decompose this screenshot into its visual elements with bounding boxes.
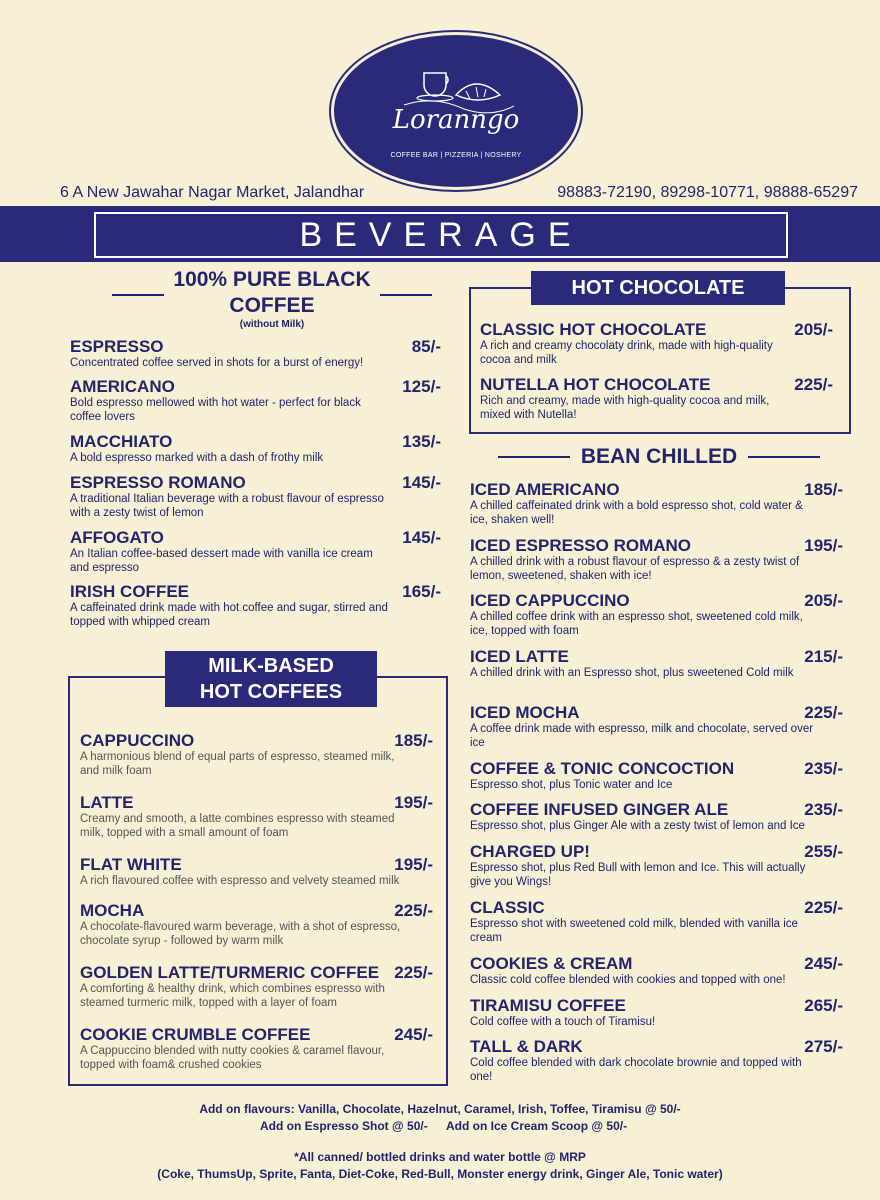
divider-line	[380, 294, 432, 296]
menu-item-name: ICED LATTE	[470, 647, 569, 666]
divider-line	[748, 456, 820, 458]
menu-item-name: ICED CAPPUCCINO	[470, 591, 630, 610]
menu-item-price: 205/-	[804, 591, 843, 610]
menu-item-price: 145/-	[402, 528, 441, 547]
menu-item-name: CLASSIC	[470, 898, 545, 917]
menu-item-name: CLASSIC HOT CHOCOLATE	[480, 320, 707, 339]
menu-item-description: Concentrated coffee served in shots for a burst of energy!	[70, 357, 364, 369]
menu-item-description: A chilled coffee drink with an espresso shot, sweetened cold milk, ice, topped with foam	[470, 611, 803, 637]
menu-item-description: A coffee drink made with espresso, milk and chocolate, served over ice	[470, 723, 814, 749]
menu-item-price: 235/-	[804, 800, 843, 819]
menu-item-price: 125/-	[402, 377, 441, 396]
addons-flavours: Add on flavours: Vanilla, Chocolate, Hazelnut, Caramel, Irish, Toffee, Tiramisu @ 50/-	[199, 1102, 681, 1116]
menu-item-description: A Cappuccino blended with nutty cookies & caramel flavour, topped with foam& crushed cookies	[80, 1045, 385, 1071]
menu-item-name: ICED AMERICANO	[470, 480, 620, 499]
menu-item-description: A chilled drink with a robust flavour of espresso & a zesty twist of lemon, sweetened, shaken with ice!	[470, 556, 800, 582]
menu-item-price: 135/-	[402, 432, 441, 451]
menu-item-name: CAPPUCCINO	[80, 731, 195, 750]
menu-item-name: ESPRESSO	[70, 337, 164, 356]
menu-item-name: TIRAMISU COFFEE	[470, 996, 626, 1015]
menu-item-description: A chilled drink with an Espresso shot, plus sweetened Cold milk	[470, 667, 794, 679]
menu-item-price: 85/-	[411, 337, 441, 356]
black-coffee-title	[164, 268, 380, 318]
hot-chocolate-title: HOT CHOCOLATE	[531, 271, 785, 305]
address: 6 A New Jawahar Nagar Market, Jalandhar	[60, 184, 365, 201]
menu-item-name: LATTE	[80, 793, 134, 812]
menu-item-name: MACCHIATO	[70, 432, 173, 451]
menu-item-price: 275/-	[804, 1037, 843, 1056]
menu-item-description: A chocolate-flavoured warm beverage, with a shot of espresso, chocolate syrup - followed by warm milk	[80, 921, 401, 947]
menu-item-name: CHARGED UP!	[470, 842, 590, 861]
brand-logo	[334, 35, 578, 187]
menu-item-name: NUTELLA HOT CHOCOLATE	[480, 375, 711, 394]
menu-item-name: ICED ESPRESSO ROMANO	[470, 536, 692, 555]
beverage-banner	[0, 206, 880, 262]
menu-item-name: COOKIES & CREAM	[470, 954, 633, 973]
brand-tagline: COFFEE BAR | PIZZERIA | NOSHERY	[390, 152, 522, 159]
menu-item-description: An Italian coffee-based dessert made with vanilla ice cream and espresso	[70, 548, 373, 574]
menu-item-description: Creamy and smooth, a latte combines espresso with steamed milk, topped with a small amount of foam	[80, 813, 395, 839]
menu-item-name: IRISH COFFEE	[70, 582, 190, 601]
divider-line	[498, 456, 570, 458]
menu-item-description: A bold espresso marked with a dash of frothy milk	[70, 452, 324, 464]
canned-drinks-note: *All canned/ bottled drinks and water bottle @ MRP	[294, 1150, 586, 1164]
menu-item-price: 235/-	[804, 759, 843, 778]
menu-item-name: FLAT WHITE	[80, 855, 182, 874]
menu-item-description: A traditional Italian beverage with a robust flavour of espresso with a zesty twist of lemon	[70, 493, 384, 519]
menu-item-price: 225/-	[804, 703, 843, 722]
menu-item-price: 225/-	[394, 901, 433, 920]
menu-item-description: A caffeinated drink made with hot coffee and sugar, stirred and topped with whipped cream	[70, 602, 388, 628]
menu-item-price: 245/-	[394, 1025, 433, 1044]
milk-based-title-line1: MILK-BASED	[208, 655, 334, 677]
menu-item-price: 165/-	[402, 582, 441, 601]
menu-item-description: A harmonious blend of equal parts of espresso, steamed milk, and milk foam	[80, 751, 395, 777]
menu-item-name: COFFEE INFUSED GINGER ALE	[470, 800, 729, 819]
menu-item-description: Espresso shot, plus Tonic water and Ice	[470, 779, 673, 791]
brand-name: Loranngo	[392, 105, 520, 135]
menu-item-description: Rich and creamy, made with high-quality cocoa and milk, mixed with Nutella!	[480, 395, 770, 421]
menu-item-description: A rich and creamy chocolaty drink, made with high-quality cocoa and milk	[480, 340, 773, 366]
menu-item-name: TALL & DARK	[470, 1037, 583, 1056]
menu-item-price: 185/-	[394, 731, 433, 750]
menu-item-name: AMERICANO	[70, 377, 175, 396]
menu-item-price: 225/-	[794, 375, 833, 394]
menu-item-price: 245/-	[804, 954, 843, 973]
black-coffee-title-line1: 100% PURE BLACK	[173, 268, 371, 291]
menu-item-name: AFFOGATO	[70, 528, 164, 547]
menu-item-description: Espresso shot, plus Red Bull with lemon and Ice. This will actually give you Wings!	[470, 862, 806, 888]
menu-item-description: Espresso shot with sweetened cold milk, blended with vanilla ice cream	[470, 918, 798, 944]
menu-item-description: Bold espresso mellowed with hot water - perfect for black coffee lovers	[70, 397, 361, 423]
menu-item-price: 265/-	[804, 996, 843, 1015]
menu-item-description: Cold coffee blended with dark chocolate brownie and topped with one!	[470, 1057, 802, 1083]
menu-item-name: COFFEE & TONIC CONCOCTION	[470, 759, 735, 778]
divider-line	[112, 294, 164, 296]
canned-drinks-list: (Coke, ThumsUp, Sprite, Fanta, Diet-Coke, Red-Bull, Monster energy drink, Ginger Ale, Tonic water)	[157, 1167, 723, 1181]
menu-item-name: ESPRESSO ROMANO	[70, 473, 246, 492]
banner-title: BEVERAGE	[94, 212, 788, 258]
addon-ice-cream-scoop: Add on Ice Cream Scoop @ 50/-	[446, 1119, 628, 1133]
menu-item-description: A chilled caffeinated drink with a bold espresso shot, cold water & ice, shaken well!	[470, 500, 803, 526]
menu-item-description: Espresso shot, plus Ginger Ale with a zesty twist of lemon and Ice	[470, 820, 805, 832]
menu-item-price: 225/-	[394, 963, 433, 982]
menu-item-price: 145/-	[402, 473, 441, 492]
menu-item-name: COOKIE CRUMBLE COFFEE	[80, 1025, 311, 1044]
menu-item-description: Cold coffee with a touch of Tiramisu!	[470, 1016, 656, 1028]
menu-item-name: MOCHA	[80, 901, 145, 920]
menu-item-name: ICED MOCHA	[470, 703, 580, 722]
bean-chilled-title: BEAN CHILLED	[580, 445, 738, 468]
menu-item-description: A rich flavoured coffee with espresso and velvety steamed milk	[80, 875, 400, 887]
addon-espresso-shot: Add on Espresso Shot @ 50/-	[260, 1119, 428, 1133]
milk-based-title-line2: HOT COFFEES	[199, 681, 343, 703]
menu-item-name: GOLDEN LATTE/TURMERIC COFFEE	[80, 963, 380, 982]
menu-item-description: A comforting & healthy drink, which combines espresso with steamed turmeric milk, topped with a layer of foam	[80, 983, 385, 1009]
menu-item-price: 225/-	[804, 898, 843, 917]
menu-item-price: 185/-	[804, 480, 843, 499]
menu-item-price: 215/-	[804, 647, 843, 666]
black-coffee-title-line2: COFFEE	[229, 294, 315, 317]
menu-item-price: 195/-	[394, 855, 433, 874]
phone-numbers: 98883-72190, 89298-10771, 98888-65297	[557, 184, 858, 201]
menu-item-price: 195/-	[804, 536, 843, 555]
menu-item-price: 195/-	[394, 793, 433, 812]
menu-item-description: Classic cold coffee blended with cookies and topped with one!	[470, 974, 786, 986]
menu-item-price: 255/-	[804, 842, 843, 861]
menu-item-price: 205/-	[794, 320, 833, 339]
black-coffee-subtitle: (without Milk)	[239, 319, 305, 330]
milk-based-title	[165, 651, 377, 707]
